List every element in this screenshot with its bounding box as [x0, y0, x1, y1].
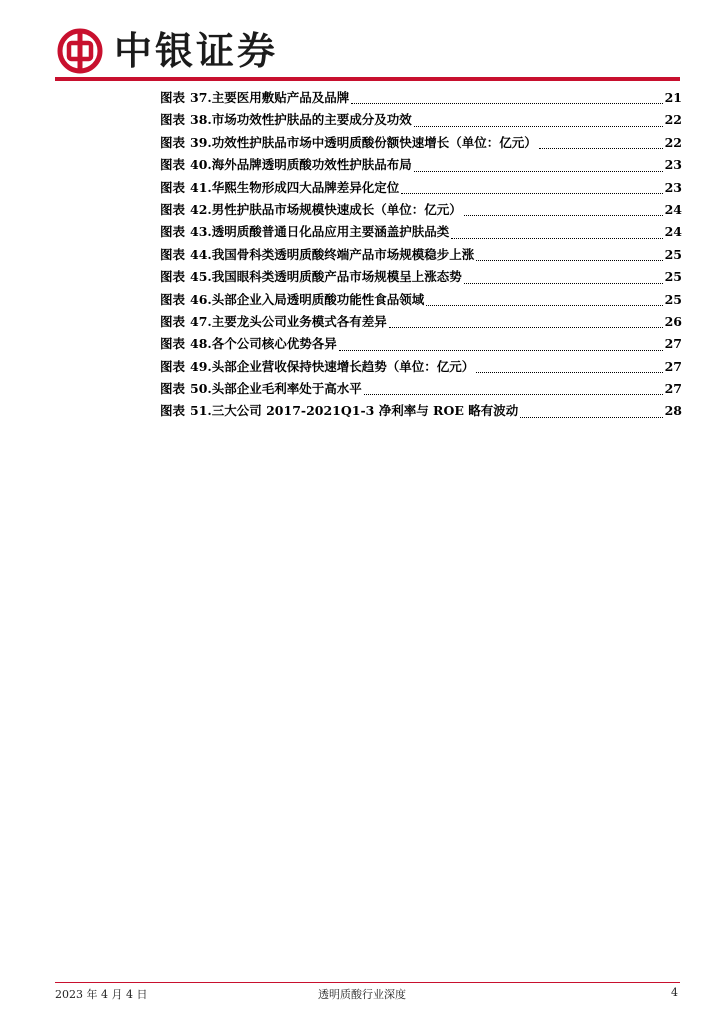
toc-entry-prefix: 图表 — [160, 134, 186, 150]
toc-entry-prefix: 图表 — [160, 313, 186, 329]
toc-entry[interactable] — [160, 334, 682, 356]
toc-entry-page: 25 — [664, 291, 682, 307]
toc-entry-label — [160, 401, 518, 419]
toc-entry-page: 27 — [664, 358, 682, 374]
toc-entry-page: 25 — [664, 269, 682, 285]
toc-dot-leader — [401, 193, 662, 194]
brand-name: 中银证券 — [114, 29, 279, 73]
toc-entry-title: 47.主要龙头公司业务模式各有差异 — [190, 313, 387, 329]
toc-entry-title: 39.功效性护肤品市场中透明质酸份额快速增长（单位：亿元） — [190, 134, 537, 150]
toc-entry-page: 22 — [664, 112, 682, 128]
toc-entry-title: 51.三大公司 2017-2021Q1-3 净利率与 ROE 略有波动 — [190, 403, 519, 419]
toc-entry-title: 46.头部企业入局透明质酸功能性食品领域 — [190, 291, 425, 307]
toc-entry-label — [160, 133, 537, 151]
toc-dot-leader — [464, 283, 663, 284]
toc-dot-leader — [389, 327, 663, 328]
toc-dot-leader — [414, 171, 663, 172]
toc-entry-prefix: 图表 — [160, 246, 186, 262]
toc-entry-prefix: 图表 — [160, 90, 186, 105]
toc-entry-label — [160, 290, 424, 308]
toc-dot-leader — [539, 148, 663, 149]
toc-entry-prefix: 图表 — [160, 224, 186, 240]
header-rule — [55, 77, 680, 81]
toc-entry-prefix: 图表 — [160, 403, 186, 419]
toc-entry-prefix: 图表 — [160, 381, 186, 397]
toc-dot-leader — [364, 394, 663, 395]
toc-dot-leader — [476, 372, 662, 373]
toc-entry-prefix: 图表 — [160, 112, 186, 128]
toc-entry-label — [160, 379, 362, 397]
toc-entry-title: 44.我国骨科类透明质酸终端产品市场规模稳步上涨 — [190, 246, 475, 262]
toc-entry-page: 22 — [664, 134, 682, 150]
toc-entry[interactable] — [160, 178, 682, 200]
toc-entry-label — [160, 178, 399, 196]
toc-entry-title: 49.头部企业营收保持快速增长趋势（单位：亿元） — [190, 358, 475, 374]
bank-of-china-logo-icon — [57, 28, 103, 74]
toc-entry-title: 40.海外品牌透明质酸功效性护肤品布局 — [190, 157, 412, 173]
toc-entry[interactable] — [160, 110, 682, 132]
toc-entry-label — [160, 155, 412, 173]
toc-entry-prefix: 图表 — [160, 358, 186, 374]
toc-dot-leader — [451, 238, 662, 239]
toc-entry-label — [160, 245, 474, 263]
toc-entry-title: 45.我国眼科类透明质酸产品市场规模呈上涨态势 — [190, 269, 462, 285]
footer-rule — [55, 982, 680, 983]
toc-entry[interactable] — [160, 88, 682, 110]
toc-entry[interactable] — [160, 379, 682, 401]
toc-dot-leader — [464, 215, 663, 216]
figure-index-list — [160, 88, 682, 424]
toc-entry[interactable] — [160, 133, 682, 155]
toc-entry-page: 25 — [664, 246, 682, 262]
toc-entry-page: 23 — [664, 157, 682, 173]
toc-entry-page: 28 — [664, 403, 682, 419]
toc-entry-title: 50.头部企业毛利率处于高水平 — [190, 381, 362, 397]
toc-entry[interactable] — [160, 312, 682, 334]
toc-entry[interactable] — [160, 200, 682, 222]
toc-entry[interactable] — [160, 245, 682, 267]
toc-dot-leader — [426, 305, 662, 306]
toc-entry-title: 37.主要医用敷贴产品及品牌 — [190, 90, 350, 105]
toc-entry-title: 41.华熙生物形成四大品牌差异化定位 — [190, 179, 400, 195]
toc-entry[interactable] — [160, 401, 682, 423]
page-header — [0, 0, 724, 84]
toc-entry-prefix: 图表 — [160, 201, 186, 217]
toc-entry-label — [160, 222, 449, 240]
toc-entry-page: 27 — [664, 381, 682, 397]
toc-entry-title: 42.男性护肤品市场规模快速成长（单位：亿元） — [190, 201, 462, 217]
toc-dot-leader — [339, 350, 663, 351]
toc-entry-prefix: 图表 — [160, 179, 186, 195]
toc-entry-prefix: 图表 — [160, 157, 186, 173]
toc-entry-prefix: 图表 — [160, 269, 186, 285]
toc-dot-leader — [414, 126, 663, 127]
toc-entry-page: 24 — [664, 224, 682, 240]
toc-entry-title: 43.透明质酸普通日化品应用主要涵盖护肤品类 — [190, 224, 450, 240]
toc-entry-label — [160, 334, 337, 352]
toc-entry[interactable] — [160, 222, 682, 244]
toc-entry[interactable] — [160, 290, 682, 312]
toc-entry[interactable] — [160, 357, 682, 379]
toc-entry-page: 26 — [664, 313, 682, 329]
toc-entry[interactable] — [160, 155, 682, 177]
toc-entry-prefix: 图表 — [160, 336, 186, 352]
toc-entry-label — [160, 110, 412, 128]
toc-dot-leader — [520, 417, 662, 418]
toc-entry-page: 24 — [664, 201, 682, 217]
footer-date: 2023 年 4 月 4 日 — [55, 988, 148, 1001]
toc-entry-label — [160, 267, 462, 285]
toc-entry-label — [160, 312, 387, 330]
toc-entry-label — [160, 88, 349, 106]
toc-dot-leader — [476, 260, 662, 261]
toc-entry-label — [160, 200, 462, 218]
toc-entry[interactable] — [160, 267, 682, 289]
toc-entry-title: 38.市场功效性护肤品的主要成分及功效 — [190, 112, 412, 128]
toc-dot-leader — [351, 103, 662, 104]
toc-entry-page: 21 — [664, 90, 682, 105]
toc-entry-page: 23 — [664, 179, 682, 195]
toc-entry-page: 27 — [664, 336, 682, 352]
toc-entry-title: 48.各个公司核心优势各异 — [190, 336, 337, 352]
footer-page-number: 4 — [671, 986, 678, 999]
toc-entry-prefix: 图表 — [160, 291, 186, 307]
footer-report-title: 透明质酸行业深度 — [318, 988, 406, 1001]
toc-entry-label — [160, 357, 474, 375]
